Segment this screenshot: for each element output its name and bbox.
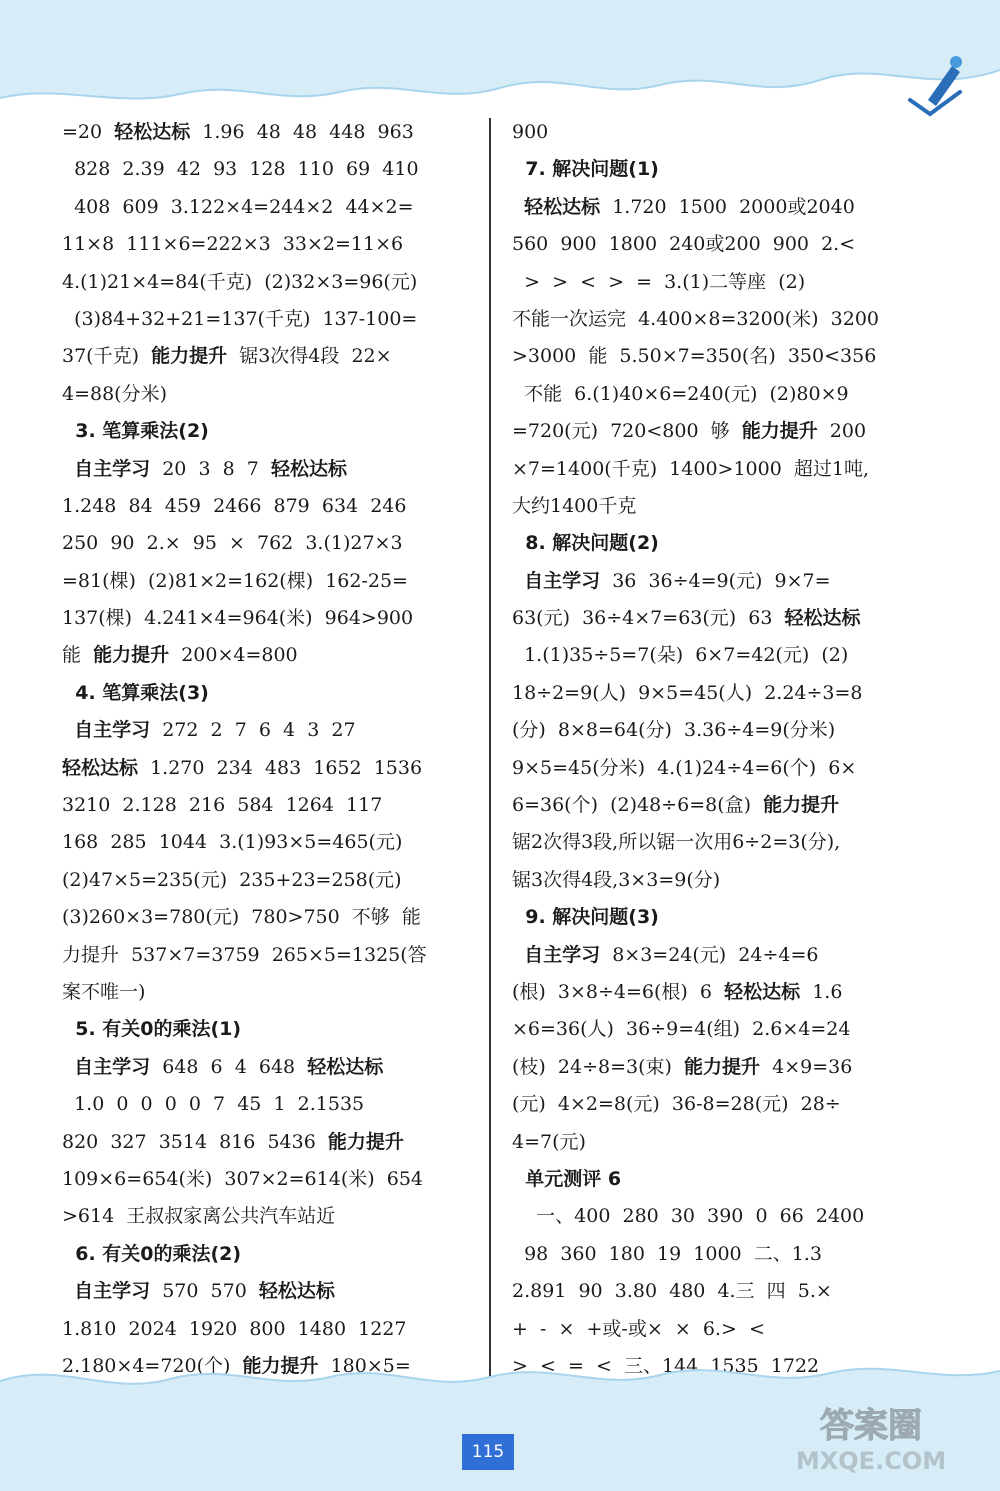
- answer-line: =81(棵) (2)81×2=162(棵) 162-25=: [62, 569, 408, 592]
- watermark-logo: [756, 1399, 986, 1477]
- answer-line: 250 90 2.× 95 × 762 3.(1)27×3: [62, 532, 403, 555]
- answer-line: 828 2.39 42 93 128 110 69 410: [62, 158, 419, 181]
- keyword-label: 能力提升: [327, 1130, 404, 1153]
- watermark-line1: 答案圈: [820, 1406, 922, 1446]
- answer-line: 900: [512, 121, 549, 143]
- keyword-label: 自主学习: [74, 1055, 151, 1078]
- section-heading: 3. 笔算乘法(2): [62, 420, 209, 443]
- answer-line: (根) 3×8÷4=6(根) 6 轻松达标 1.6: [512, 980, 843, 1003]
- answer-line: 自主学习 36 36÷4=9(元) 9×7=: [524, 569, 831, 592]
- answer-line: (2)47×5=235(元) 235+23=258(元): [62, 868, 402, 891]
- keyword-label: 自主学习: [524, 943, 601, 966]
- answer-line: (分) 8×8=64(分) 3.36÷4=9(分米): [512, 719, 836, 742]
- answer-line: 不能 6.(1)40×6=240(元) (2)80×9: [512, 382, 849, 405]
- keyword-label: 能力提升: [151, 345, 228, 368]
- answer-line: 63(元) 36÷4×7=63(元) 63 轻松达标: [512, 607, 861, 630]
- top-wave-decoration: [0, 0, 1000, 130]
- keyword-label: 自主学习: [74, 1280, 151, 1303]
- answer-line: 18÷2=9(人) 9×5=45(人) 2.24÷3=8: [512, 681, 863, 704]
- keyword-label: 轻松达标: [270, 457, 347, 480]
- column-divider: [489, 118, 491, 1388]
- section-heading: 6. 有关0的乘法(2): [62, 1242, 242, 1265]
- keyword-label: 轻松达标: [258, 1280, 335, 1303]
- answer-line: 一、400 280 30 390 0 66 2400: [512, 1205, 865, 1228]
- answer-line: 2.180×4=720(个) 能力提升 180×5=: [62, 1354, 411, 1377]
- answer-line: 4.(1)21×4=84(千克) (2)32×3=96(元): [62, 270, 418, 293]
- answer-line: 能 能力提升 200×4=800: [62, 644, 298, 667]
- keyword-label: 轻松达标: [784, 607, 861, 630]
- answer-line: 4=7(元): [512, 1130, 586, 1153]
- answer-line: 自主学习 570 570 轻松达标: [74, 1280, 335, 1303]
- keyword-label: 轻松达标: [114, 121, 191, 143]
- answer-line: =20 轻松达标 1.96 48 48 448 963: [62, 121, 414, 143]
- page-number: 115: [462, 1434, 514, 1470]
- answer-line: 3210 2.128 216 584 1264 117: [62, 794, 383, 817]
- answer-line: >3000 能 5.50×7=350(名) 350<356: [512, 345, 877, 368]
- answer-line: 560 900 1800 240或200 900 2.<: [512, 233, 856, 256]
- keyword-label: 轻松达标: [524, 195, 601, 218]
- keyword-label: 自主学习: [524, 569, 601, 592]
- keyword-label: 自主学习: [74, 457, 151, 480]
- answer-line: 锯3次得4段,3×3=9(分): [512, 868, 721, 891]
- answer-line: 2.891 90 3.80 480 4.三 四 5.×: [512, 1280, 832, 1303]
- keyword-label: 轻松达标: [62, 756, 139, 779]
- answer-line: 1.0 0 0 0 0 7 45 1 2.1535: [62, 1093, 365, 1116]
- answer-line: 力提升 537×7=3759 265×5=1325(答: [62, 943, 427, 966]
- keyword-label: 轻松达标: [307, 1055, 384, 1078]
- answer-line: 408 609 3.122×4=244×2 44×2=: [62, 195, 414, 218]
- answer-line: 自主学习 8×3=24(元) 24÷4=6: [524, 943, 819, 966]
- answer-line: 168 285 1044 3.(1)93×5=465(元): [62, 831, 403, 854]
- section-heading: 7. 解决问题(1): [512, 158, 659, 181]
- answer-line: 4=88(分米): [62, 382, 168, 405]
- answer-line: =720(元) 720<800 够 能力提升 200: [512, 420, 867, 443]
- answer-line: 轻松达标 1.720 1500 2000或2040: [524, 195, 855, 218]
- keyword-label: 能力提升: [242, 1354, 319, 1377]
- answer-line: (枝) 24÷8=3(束) 能力提升 4×9=36: [512, 1055, 853, 1078]
- answer-line: 98 360 180 19 1000 二、1.3: [512, 1242, 822, 1265]
- section-heading: 9. 解决问题(3): [512, 906, 659, 929]
- answer-line: > > < > = 3.(1)二等座 (2): [512, 270, 806, 293]
- answer-line: 109×6=654(米) 307×2=614(米) 654: [62, 1167, 423, 1190]
- keyword-label: 轻松达标: [724, 980, 801, 1003]
- keyword-label: 能力提升: [763, 794, 840, 817]
- answer-line: + - × +或-或× × 6.> <: [512, 1317, 765, 1340]
- answer-line: ×6=36(人) 36÷9=4(组) 2.6×4=24: [512, 1018, 851, 1041]
- answer-line: 37(千克) 能力提升 锯3次得4段 22×: [62, 345, 392, 368]
- keyword-label: 能力提升: [684, 1055, 761, 1078]
- section-heading: 8. 解决问题(2): [512, 532, 659, 555]
- answer-line: 1.810 2024 1920 800 1480 1227: [62, 1317, 407, 1340]
- answer-line: 9×5=45(分米) 4.(1)24÷4=6(个) 6×: [512, 756, 857, 779]
- answer-line: 大约1400千克: [512, 494, 637, 517]
- answer-line: (3)260×3=780(元) 780>750 不够 能: [62, 906, 421, 929]
- answer-line: (3)84+32+21=137(千克) 137-100=: [62, 307, 418, 330]
- keyword-label: 自主学习: [74, 719, 151, 742]
- answer-line: 自主学习 20 3 8 7 轻松达标: [74, 457, 347, 480]
- keyword-label: 能力提升: [741, 420, 818, 443]
- answer-line: 820 327 3514 816 5436 能力提升: [62, 1130, 404, 1153]
- answer-line: 不能一次运完 4.400×8=3200(米) 3200: [512, 307, 880, 330]
- answer-line: 轻松达标 1.270 234 483 1652 1536: [62, 756, 423, 779]
- left-column: [62, 114, 472, 1385]
- section-heading: 5. 有关0的乘法(1): [62, 1018, 242, 1041]
- section-heading: 4. 笔算乘法(3): [62, 681, 209, 704]
- keyword-label: 能力提升: [93, 644, 170, 667]
- right-column: [512, 114, 952, 1385]
- answer-line: 1.248 84 459 2466 879 634 246: [62, 494, 407, 517]
- watermark-line2: MXQE.COM: [795, 1447, 947, 1475]
- answer-line: 1.(1)35÷5=7(朵) 6×7=42(元) (2): [512, 644, 849, 667]
- answer-line: 137(棵) 4.241×4=964(米) 964>900: [62, 607, 414, 630]
- answer-line: 锯2次得3段,所以锯一次用6÷2=3(分),: [512, 831, 841, 854]
- answer-line: (元) 4×2=8(元) 36-8=28(元) 28÷: [512, 1093, 841, 1116]
- answer-line: 案不唯一): [62, 980, 146, 1003]
- answer-line: 6=36(个) (2)48÷6=8(盒) 能力提升: [512, 794, 840, 817]
- pen-logo-icon: [900, 52, 970, 122]
- answer-line: 自主学习 648 6 4 648 轻松达标: [74, 1055, 384, 1078]
- answer-line: > < = < 三、144 1535 1722: [512, 1354, 820, 1377]
- answer-line: 11×8 111×6=222×3 33×2=11×6: [62, 233, 404, 256]
- answer-line: >614 王叔叔家离公共汽车站近: [62, 1205, 336, 1228]
- answer-line: ×7=1400(千克) 1400>1000 超过1吨,: [512, 457, 870, 480]
- answer-line: 自主学习 272 2 7 6 4 3 27: [74, 719, 356, 742]
- section-heading: 单元测评 6: [512, 1167, 622, 1190]
